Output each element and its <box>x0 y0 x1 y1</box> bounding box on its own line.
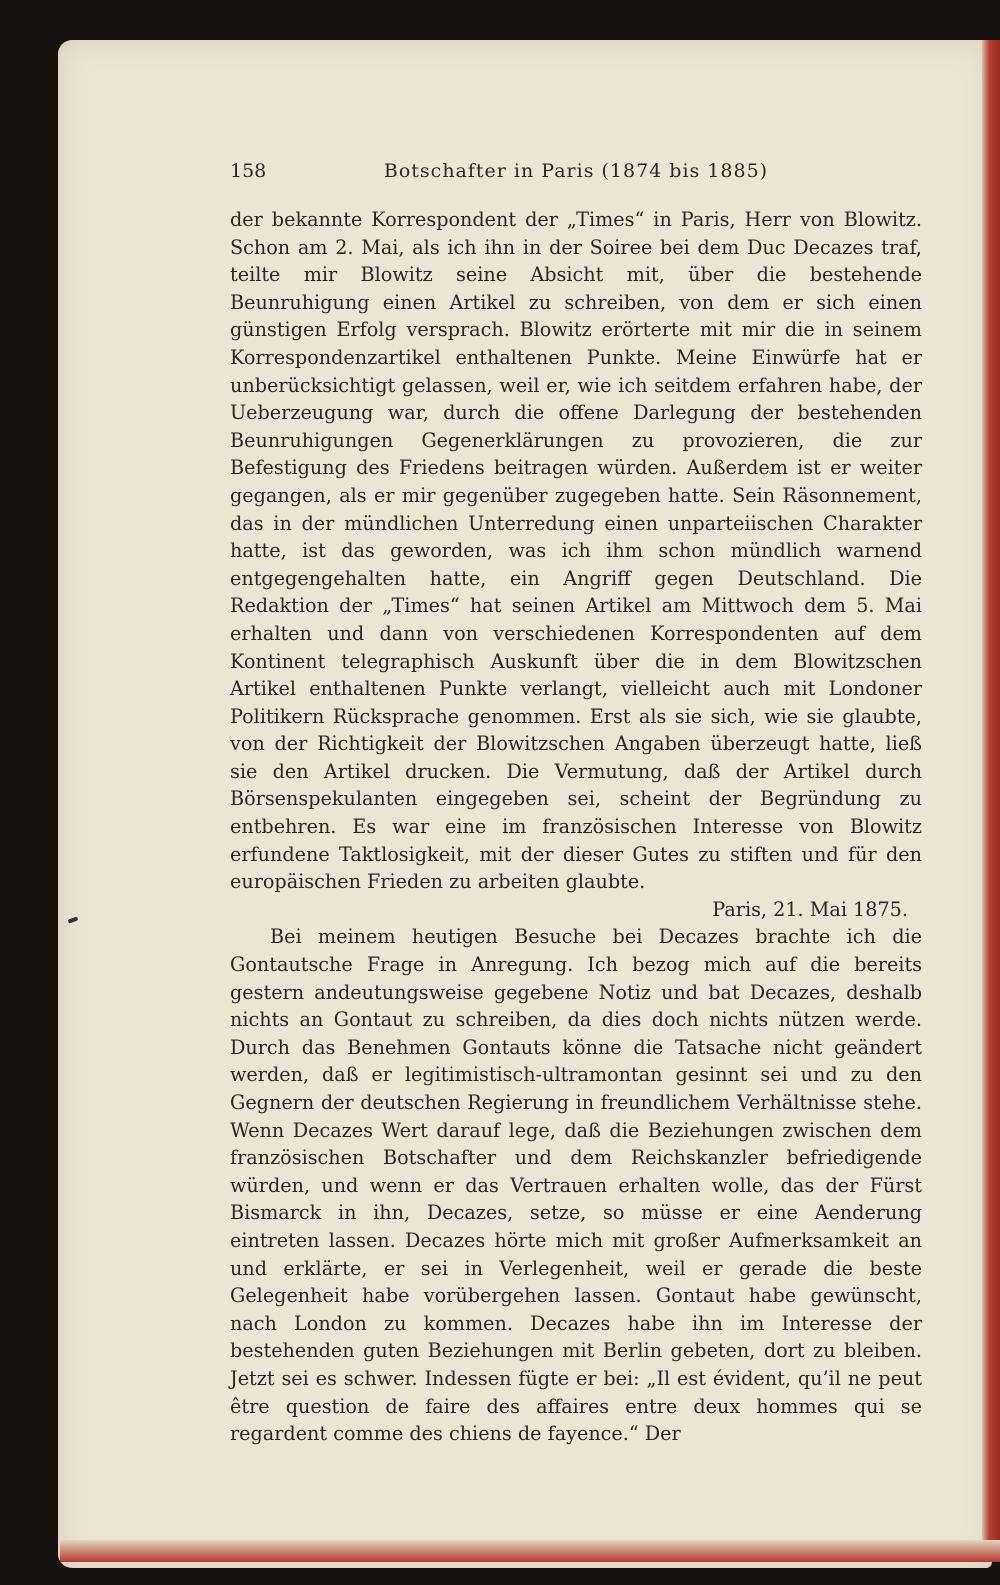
page-bottom-edge <box>60 1540 1000 1562</box>
page-number: 158 <box>230 160 267 182</box>
dateline: Paris, 21. Mai 1875. <box>712 897 908 921</box>
body-text <box>230 206 922 1448</box>
paragraph-1: der bekannte Korrespondent der „Times“ in Paris, Herr von Blowitz. Schon am 2. Mai, als ich ihn in der Soiree bei dem Duc Decazes traf, teilte mir Blowitz seine Absicht mit, über die bestehende Beunruhigung einen Artikel zu schreiben, von dem er sich einen günstigen Erfolg versprach. Blowitz erörterte mit mir die in seinem Korrespondenzartikel enthaltenen Punkte. Meine Einwürfe hat er unberücksichtigt gelassen, weil er, wie ich seitdem erfahren habe, der Ueberzeugung war, durch die offene Darlegung der bestehenden Beunruhigungen Gegenerklärungen zu provozieren, die zur Befestigung des Friedens beitragen würden. Außerdem ist er weiter gegangen, als er mir gegenüber zugegeben hatte. Sein Räsonnement, das in der mündlichen Unterredung einen unparteiischen Charakter hatte, ist das geworden, was ich ihm schon mündlich warnend entgegengehalten hatte, ein Angriff gegen Deutschland. Die Redaktion der „Times“ hat seinen Artikel am Mittwoch dem 5. Mai erhalten und dann von verschiedenen Korrespondenten auf dem Kontinent telegraphisch Auskunft über die in dem Blowitzschen Artikel enthaltenen Punkte verlangt, vielleicht auch mit Londoner Politikern Rücksprache genommen. Erst als sie sich, wie sie glaubte, von der Richtigkeit der Blowitzschen Angaben überzeugt hatte, ließ sie den Artikel drucken. Die Vermutung, daß der Artikel durch Börsenspekulanten eingegeben sei, scheint der Begründung zu entbehren. Es war eine im französischen Interesse von Blowitz erfundene Taktlosigkeit, mit der dieser Gutes zu stiften und für den europäischen Frieden zu arbeiten glaubte. <box>230 208 922 894</box>
paragraph-2: Bei meinem heutigen Besuche bei Decazes brachte ich die Gontautsche Frage in Anregung. Ich bezog mich auf die bereits gestern andeutungsweise gegebene Notiz und bat Decazes, deshalb nichts an Gontaut zu schreiben, da dies doch nichts nützen werde. Durch das Benehmen Gontauts könne die Tatsache nicht geändert werden, daß er legitimistisch-ultramontan gesinnt sei und zu den Gegnern der deutschen Regierung in freundlichem Verhältnisse stehe. Wenn Decazes Wert darauf lege, daß die Beziehungen zwischen dem französischen Botschafter und dem Reichskanzler befriedigende würden, und wenn er das Vertrauen erhalten wolle, das der Fürst Bismarck in ihn, Decazes, setze, so müsse er eine Aenderung eintreten lassen. Decazes hörte mich mit großer Aufmerksamkeit an und erklärte, er sei in Verlegenheit, weil er gerade die beste Gelegenheit habe vorübergehen lassen. Gontaut habe gewünscht, nach London zu kommen. Decazes habe ihn im Interesse der bestehenden guten Beziehungen mit Berlin gebeten, dort zu bleiben. Jetzt sei es schwer. Indessen fügte er bei: „Il est évident, qu’il ne peut être question de faire des affaires entre deux hommes qui se regardent comme des chiens de fayence.“ Der <box>230 925 922 1446</box>
running-title: Botschafter in Paris (1874 bis 1885) <box>383 160 769 182</box>
page-edge <box>982 40 1000 1552</box>
